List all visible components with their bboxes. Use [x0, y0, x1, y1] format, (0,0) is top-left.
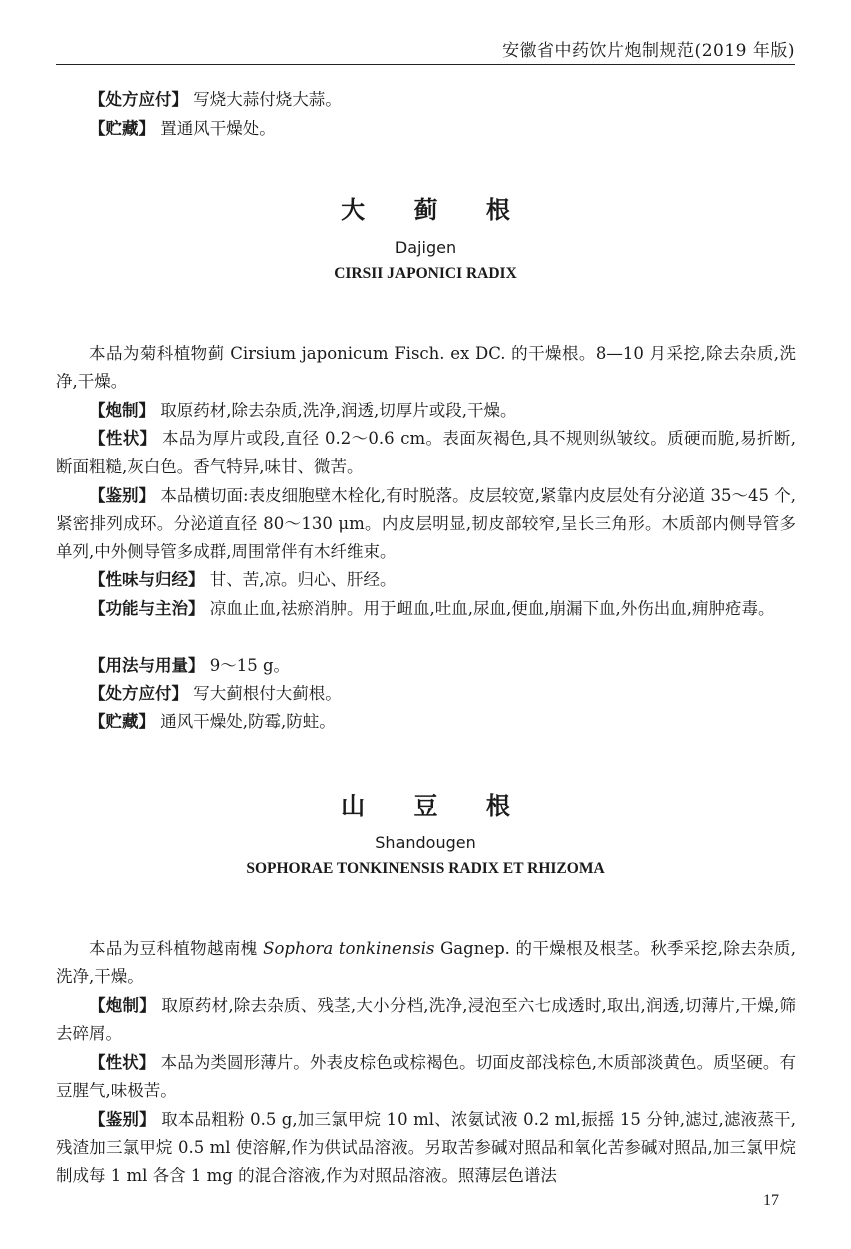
- item-text: 本品为类圆形薄片。外表皮棕色或棕褐色。切面皮部浅棕色,木质部淡黄色。质坚硬。有豆腥气,味极苦。: [56, 1053, 796, 1100]
- item-tag: 【性状】: [89, 1053, 156, 1072]
- item-tag: 【处方应付】: [89, 684, 188, 703]
- item-text: 凉血止血,祛瘀消肿。用于衄血,吐血,尿血,便血,崩漏下血,外伤出血,痈肿疮毒。: [209, 599, 775, 618]
- monograph-pinyin: Shandougen: [375, 833, 476, 852]
- identification-item: [56, 1106, 796, 1190]
- item-tag: 【鉴别】: [89, 1110, 156, 1129]
- item-tag: 【处方应付】: [89, 90, 188, 109]
- description-item: [56, 425, 796, 481]
- running-header: 安徽省中药饮片炮制规范(2019 年版): [502, 41, 795, 61]
- item-text: 通风干燥处,防霉,防蛀。: [160, 712, 336, 731]
- monograph-latin-name: SOPHORAE TONKINENSIS RADIX ET RHIZOMA: [246, 860, 605, 877]
- property-item: [56, 566, 796, 594]
- processing-item: [56, 992, 796, 1048]
- prescription-item: [56, 680, 796, 708]
- item-text: 甘、苦,凉。归心、肝经。: [209, 570, 397, 589]
- function-item: [56, 595, 796, 623]
- item-tag: 【炮制】: [89, 996, 156, 1015]
- item-tag: 【性味与归经】: [89, 570, 205, 589]
- identification-item: [56, 482, 796, 566]
- item-text: 取本品粗粉 0.5 g,加三氯甲烷 10 ml、浓氨试液 0.2 ml,振摇 15 分钟,滤过,滤液蒸干,残渣加三氯甲烷 0.5 ml 使溶解,作为供试品溶液。另取苦参碱对照品和氧化苦参碱对照品,加三氯甲烷制成每 1 ml 各含 1 mg 的混合溶液,作为对照品溶液。照薄层色谱法: [56, 1110, 796, 1185]
- monograph-title: 山 豆 根: [341, 792, 530, 820]
- processing-item: [56, 397, 796, 425]
- prescription-item: [56, 86, 796, 114]
- dosage-item: [56, 652, 796, 680]
- item-tag: 【功能与主治】: [89, 599, 205, 618]
- item-text: 本品横切面:表皮细胞壁木栓化,有时脱落。皮层较宽,紧靠内皮层处有分泌道 35～45 个,紧密排列成环。分泌道直径 80～130 μm。内皮层明显,韧皮部较窄,呈长三角形。木质部内侧导管多单列,中外侧导管多成群,周围常伴有木纤维束。: [56, 486, 797, 561]
- monograph-pinyin: Dajigen: [394, 238, 457, 257]
- monograph-latin-name: CIRSII JAPONICI RADIX: [334, 265, 517, 282]
- item-text: 取原药材,除去杂质,洗净,润透,切厚片或段,干燥。: [160, 401, 517, 420]
- item-tag: 【炮制】: [89, 401, 155, 420]
- page-number: 17: [763, 1192, 779, 1209]
- item-text: 写大蓟根付大蓟根。: [193, 684, 342, 703]
- item-tag: 【性状】: [89, 429, 157, 448]
- item-text: 置通风干燥处。: [160, 119, 276, 138]
- species-name: Sophora tonkinensis: [263, 939, 435, 958]
- item-text: 写烧大蒜付烧大蒜。: [193, 90, 342, 109]
- description-item: [56, 1049, 796, 1105]
- item-tag: 【用法与用量】: [89, 656, 205, 675]
- item-tag: 【贮藏】: [89, 119, 155, 138]
- item-text: 本品为厚片或段,直径 0.2～0.6 cm。表面灰褐色,具不规则纵皱纹。质硬而脆,易折断,断面粗糙,灰白色。香气特异,味甘、微苦。: [56, 429, 796, 476]
- header-rule: [56, 64, 795, 65]
- item-tag: 【鉴别】: [89, 486, 156, 505]
- intro-prefix: 本品为豆科植物越南槐: [89, 939, 264, 958]
- monograph-intro: [56, 935, 796, 991]
- intro-suffix: Gagnep. 的干燥根及根茎。秋季采挖,除去杂质,洗净,干燥。: [56, 939, 797, 986]
- item-text: 取原药材,除去杂质、残茎,大小分档,洗净,浸泡至六七成透时,取出,润透,切薄片,干燥,筛去碎屑。: [56, 996, 796, 1043]
- monograph-intro: 本品为菊科植物蓟 Cirsium japonicum Fisch. ex DC. 的干燥根。8—10 月采挖,除去杂质,洗净,干燥。: [56, 344, 796, 391]
- storage-item: [56, 708, 796, 736]
- monograph-title: 大 蓟 根: [341, 196, 530, 224]
- item-text: 9～15 g。: [209, 656, 291, 675]
- storage-item: [56, 115, 796, 143]
- item-tag: 【贮藏】: [89, 712, 155, 731]
